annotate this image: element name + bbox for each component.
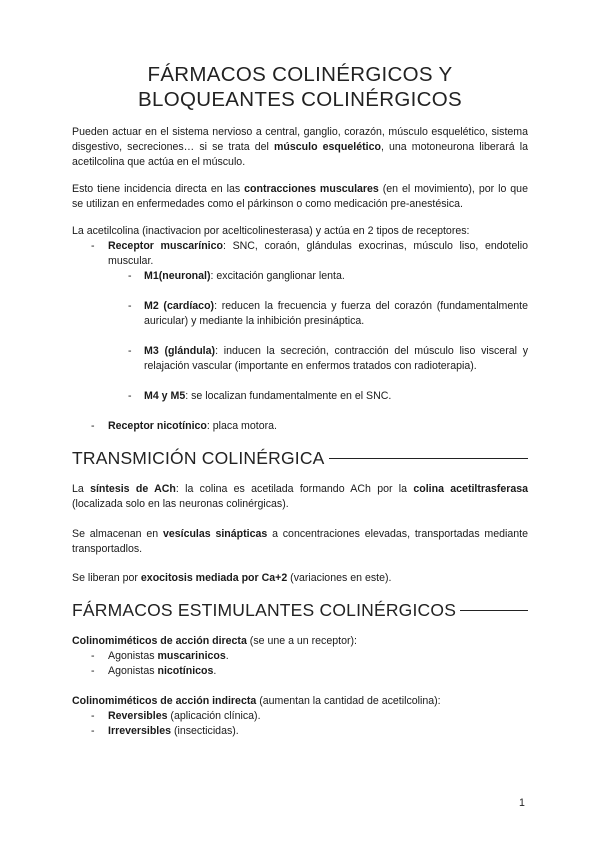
list-item-muscarinic-receptor: - Receptor muscarínico: SNC, coraón, glándulas exocrinas, músculo liso, endotelio muscular. xyxy=(72,239,528,269)
page-title-line-1: FÁRMACOS COLINÉRGICOS Y xyxy=(147,63,453,86)
transmision-paragraph-1: La síntesis de ACh: la colina es acetilada formando ACh por la colina acetiltrasferasa (localizada solo en las neuronas colinérgicas). xyxy=(72,483,529,510)
page-number: 1 xyxy=(519,797,525,809)
list-item-irreversible: - Irreversibles (insecticidas). xyxy=(72,724,528,739)
heading-rule xyxy=(329,458,528,459)
list-item-m1: - M1(neuronal): excitación ganglionar lenta. xyxy=(72,269,528,284)
indirect-action-list xyxy=(72,709,528,739)
list-item-agonist-nicotinic: - Agonistas nicotínicos. xyxy=(72,664,528,679)
list-item-m3: - M3 (glándula): inducen la secreción, contracción del músculo liso visceral y relajación vascular (importante en enfermos tratados con radioterapia). xyxy=(72,344,528,374)
section-heading-transmision: TRANSMICIÓN COLINÉRGICA xyxy=(72,447,528,469)
list-item-m2: - M2 (cardíaco): reducen la frecuencia y fuerza del corazón (fundamentalmente auricular) y mediante la inhibición presináptica. xyxy=(72,299,528,329)
intro-paragraph-1: Pueden actuar en el sistema nervioso a central, ganglio, corazón, músculo esquelético, sistema disgestivo, secreciones… si se trata del músculo esquelético, una motoneurona liberará la acetilcolina que actúa en el músculo. xyxy=(72,126,528,168)
indirect-action-heading: Colinomiméticos de acción indirecta (aumentan la cantidad de acetilcolina): xyxy=(72,695,441,707)
list-item-agonist-muscarinic: - Agonistas muscarinicos. xyxy=(72,649,528,664)
list-item-reversible: - Reversibles (aplicación clínica). xyxy=(72,709,528,724)
transmision-paragraph-3: Se liberan por exocitosis mediada por Ca+2 (variaciones en este). xyxy=(72,572,392,584)
heading-rule xyxy=(460,610,528,611)
document-page xyxy=(72,62,528,739)
muscarinic-subtype-list xyxy=(72,269,528,404)
transmision-paragraph-2: Se almacenan en vesículas sinápticas a concentraciones elevadas, transportadas mediante transportadlos. xyxy=(72,528,528,555)
list-item-nicotinic-receptor: - Receptor nicotínico: placa motora. xyxy=(72,419,528,434)
direct-action-heading: Colinomiméticos de acción directa (se une a un receptor): xyxy=(72,635,357,647)
section-heading-estimulantes: FÁRMACOS ESTIMULANTES COLINÉRGICOS xyxy=(72,599,528,621)
intro-paragraph-2: Esto tiene incidencia directa en las contracciones musculares (en el movimiento), por lo que se utilizan en enfermedades como el párkinson o como medicación pre-anestésica. xyxy=(72,183,528,210)
nicotinic-list xyxy=(72,419,528,434)
page-title-line-2: BLOQUEANTES COLINÉRGICOS xyxy=(138,88,462,111)
direct-action-list xyxy=(72,649,528,679)
page-title xyxy=(72,62,528,112)
intro-paragraph-3: La acetilcolina (inactivacion por acelticolinesterasa) y actúa en 2 tipos de receptores: xyxy=(72,225,470,237)
list-item-m4-m5: - M4 y M5: se localizan fundamentalmente en el SNC. xyxy=(72,389,528,404)
receptor-list xyxy=(72,239,528,269)
